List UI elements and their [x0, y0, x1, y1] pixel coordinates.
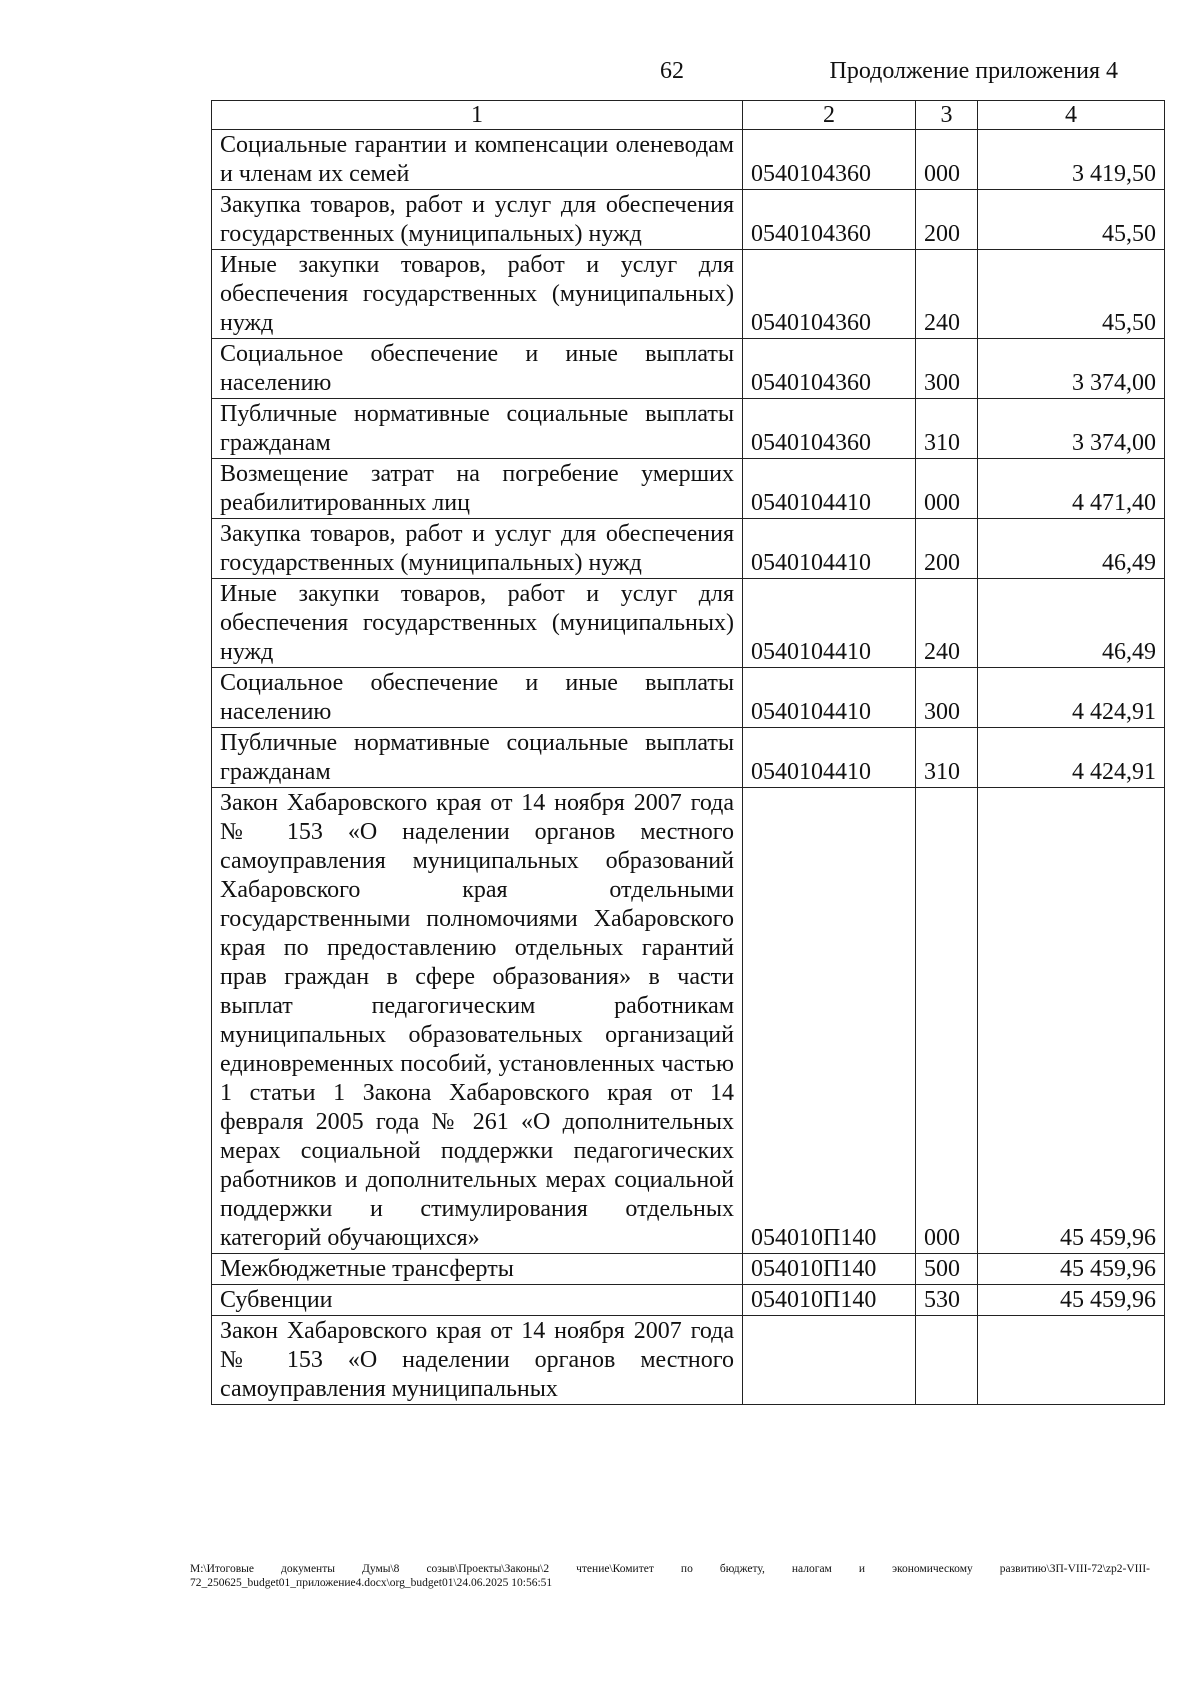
row-name: Публичные нормативные социальные выплаты гражданам	[212, 399, 743, 459]
row-vr: 310	[916, 728, 978, 788]
row-vr: 240	[916, 250, 978, 339]
row-name: Социальные гарантии и компенсации оленеводам и членам их семей	[212, 130, 743, 190]
table-header-row	[212, 101, 1165, 130]
row-code: 054010П140	[743, 1254, 916, 1285]
row-code: 0540104360	[743, 190, 916, 250]
row-amount: 4 471,40	[978, 459, 1165, 519]
row-code: 0540104410	[743, 668, 916, 728]
budget-table	[211, 100, 1165, 1405]
row-vr: 200	[916, 190, 978, 250]
row-amount: 45 459,96	[978, 788, 1165, 1254]
row-name: Субвенции	[212, 1285, 743, 1316]
column-header: 4	[978, 101, 1165, 130]
row-vr: 000	[916, 788, 978, 1254]
table-row	[212, 1316, 1165, 1405]
row-vr	[916, 1316, 978, 1405]
table-row	[212, 190, 1165, 250]
row-vr: 300	[916, 668, 978, 728]
row-amount: 46,49	[978, 579, 1165, 668]
row-code: 0540104410	[743, 459, 916, 519]
table-row	[212, 130, 1165, 190]
table-row	[212, 668, 1165, 728]
row-name: Межбюджетные трансферты	[212, 1254, 743, 1285]
row-code: 0540104410	[743, 519, 916, 579]
row-code: 0540104360	[743, 130, 916, 190]
row-vr: 240	[916, 579, 978, 668]
row-code: 0540104360	[743, 339, 916, 399]
table-row	[212, 250, 1165, 339]
row-name: Закон Хабаровского края от 14 ноября 2007 года № 153 «О наделении органов местного самоуправления муниципальных образований Хабаровского края отдельными государственными полномочиями Хабаровского края по предоставлению отдельных гарантий прав граждан в сфере образования» в части выплат педагогическим работникам муниципальных образовательных организаций единовременных пособий, установленных частью 1 статьи 1 Закона Хабаровского края от 14 февраля 2005 года № 261 «О дополнительных мерах социальной поддержки педагогических работников и дополнительных мерах социальной поддержки и стимулирования отдельных категорий обучающихся»	[212, 788, 743, 1254]
row-name: Иные закупки товаров, работ и услуг для обеспечения государственных (муниципальных) нужд	[212, 579, 743, 668]
row-vr: 500	[916, 1254, 978, 1285]
row-code: 054010П140	[743, 1285, 916, 1316]
row-code: 0540104410	[743, 579, 916, 668]
row-vr: 310	[916, 399, 978, 459]
row-vr: 530	[916, 1285, 978, 1316]
row-amount: 3 374,00	[978, 339, 1165, 399]
row-name: Социальное обеспечение и иные выплаты населению	[212, 668, 743, 728]
row-amount: 46,49	[978, 519, 1165, 579]
row-code: 0540104360	[743, 250, 916, 339]
row-amount: 3 374,00	[978, 399, 1165, 459]
table-row	[212, 788, 1165, 1254]
row-amount: 3 419,50	[978, 130, 1165, 190]
row-code: 0540104410	[743, 728, 916, 788]
row-amount: 45 459,96	[978, 1285, 1165, 1316]
row-vr: 000	[916, 130, 978, 190]
table-row	[212, 728, 1165, 788]
row-amount: 45 459,96	[978, 1254, 1165, 1285]
column-header: 3	[916, 101, 978, 130]
row-name: Социальное обеспечение и иные выплаты населению	[212, 339, 743, 399]
row-code: 0540104360	[743, 399, 916, 459]
row-vr: 300	[916, 339, 978, 399]
row-amount: 4 424,91	[978, 668, 1165, 728]
table-row	[212, 519, 1165, 579]
row-vr: 200	[916, 519, 978, 579]
table-row	[212, 339, 1165, 399]
row-name: Закупка товаров, работ и услуг для обеспечения государственных (муниципальных) нужд	[212, 519, 743, 579]
row-name: Закупка товаров, работ и услуг для обеспечения государственных (муниципальных) нужд	[212, 190, 743, 250]
table-row	[212, 579, 1165, 668]
row-amount	[978, 1316, 1165, 1405]
table-row	[212, 1285, 1165, 1316]
row-code: 054010П140	[743, 788, 916, 1254]
row-amount: 4 424,91	[978, 728, 1165, 788]
row-name: Публичные нормативные социальные выплаты гражданам	[212, 728, 743, 788]
file-path-footer: M:\Итоговые документы Думы\8 созыв\Проекты\Законы\2 чтение\Комитет по бюджету, налогам и экономическому развитию\ЗП-VIII-72\zp2-VIII-72_250625_budget01_приложение4.docx\org_budget01\24.06.2025 10:56:51	[190, 1563, 1150, 1589]
table-row	[212, 399, 1165, 459]
column-header: 1	[212, 101, 743, 130]
row-name: Возмещение затрат на погребение умерших реабилитированных лиц	[212, 459, 743, 519]
row-name: Закон Хабаровского края от 14 ноября 2007 года № 153 «О наделении органов местного самоуправления муниципальных	[212, 1316, 743, 1405]
table-row	[212, 459, 1165, 519]
row-name: Иные закупки товаров, работ и услуг для обеспечения государственных (муниципальных) нужд	[212, 250, 743, 339]
continuation-label: Продолжение приложения 4	[829, 58, 1118, 84]
page-number: 62	[660, 58, 684, 84]
table-row	[212, 1254, 1165, 1285]
row-code	[743, 1316, 916, 1405]
column-header: 2	[743, 101, 916, 130]
row-amount: 45,50	[978, 250, 1165, 339]
row-amount: 45,50	[978, 190, 1165, 250]
row-vr: 000	[916, 459, 978, 519]
